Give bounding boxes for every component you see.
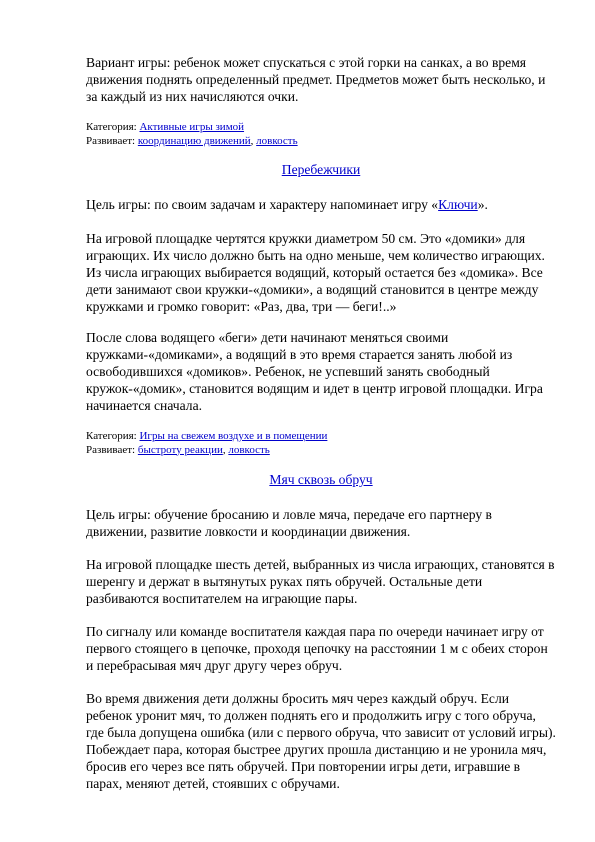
category-line xyxy=(86,121,556,135)
document-page xyxy=(86,54,556,792)
develops-line xyxy=(86,444,556,458)
rules-paragraph: После слова водящего «беги» дети начинают меняться своими кружками-«домиками», а водящий в это время старается занять любой из освободившихся «домиков». Ребенок, не успевший занять свободный кружок-«домик», становится водящим и идет в центр игровой площадки. Игра начинается сначала. xyxy=(86,330,543,413)
category-link[interactable]: Активные игры зимой xyxy=(139,121,245,133)
intro-paragraph: Вариант игры: ребенок может спускаться с этой горки на санках, а во время движения поднять определенный предмет. Предметов может быть несколько, и за каждый из них начисляются очки. xyxy=(86,55,546,104)
goal-text-end: ». xyxy=(477,197,488,212)
reference-game-link[interactable]: Ключи xyxy=(438,197,478,212)
skill-link[interactable]: ловкость xyxy=(228,443,270,456)
develops-line xyxy=(86,135,556,149)
game-title xyxy=(86,471,556,488)
develops-label: Развивает: xyxy=(86,134,136,147)
goal-paragraph xyxy=(86,196,556,213)
category-label: Категория: xyxy=(86,430,137,442)
meta-block-1 xyxy=(86,121,556,148)
rules-paragraph: На игровой площадке чертятся кружки диаметром 50 см. Это «домики» для играющих. Их число должно быть на одно меньше, чем количество играющих. Из числа играющих выбирается водящий, который остается без «домика». Все дети занимают свои кружки-«домики», а водящий становится в центре между кружками и громко говорит: «Раз, два, три — беги!..» xyxy=(86,231,545,314)
separator: , xyxy=(222,443,229,456)
rules-paragraph: Во время движения дети должны бросить мяч через каждый обруч. Если ребенок уронит мяч, то должен поднять его и продолжить игру с того обруча, где была допущена ошибка (или с первого обруча, что зависит от условий игры). Побеждает пара, которая быстрее других прошла дистанцию и не уронила мяч, бросив его через все пять обручей. При повторении игры дети, игравшие в парах, меняют детей, стоявших с обручами. xyxy=(86,691,556,791)
skill-link[interactable]: ловкость xyxy=(256,134,298,147)
rules-paragraph: На игровой площадке шесть детей, выбранных из числа играющих, становятся в шеренгу и держат в вытянутых руках пять обручей. Остальные дети разбиваются воспитателем на играющие пары. xyxy=(86,557,555,606)
category-label: Категория: xyxy=(86,121,137,133)
game-title-link[interactable]: Мяч сквозь обруч xyxy=(269,472,373,487)
goal-text: Цель игры: по своим задачам и характеру напоминает игру « xyxy=(86,197,439,212)
rules-paragraph: По сигналу или команде воспитателя каждая пара по очереди начинает игру от первого стоящего в цепочке, проходя цепочку на расстоянии 1 м с обеих сторон и перебрасывая мяч друг другу через обруч. xyxy=(86,624,548,673)
game-title xyxy=(86,161,556,178)
skill-link[interactable]: быстроту реакции xyxy=(137,443,223,456)
category-link[interactable]: Игры на свежем воздухе и в помещении xyxy=(139,430,328,442)
separator: , xyxy=(250,134,257,147)
meta-block-2 xyxy=(86,430,556,457)
goal-paragraph: Цель игры: обучение бросанию и ловле мяча, передаче его партнеру в движении, развитие ловкости и координации движения. xyxy=(86,507,492,539)
category-line xyxy=(86,430,556,444)
skill-link[interactable]: координацию движений xyxy=(137,134,251,147)
game-title-link[interactable]: Перебежчики xyxy=(281,162,361,177)
develops-label: Развивает: xyxy=(86,443,136,456)
